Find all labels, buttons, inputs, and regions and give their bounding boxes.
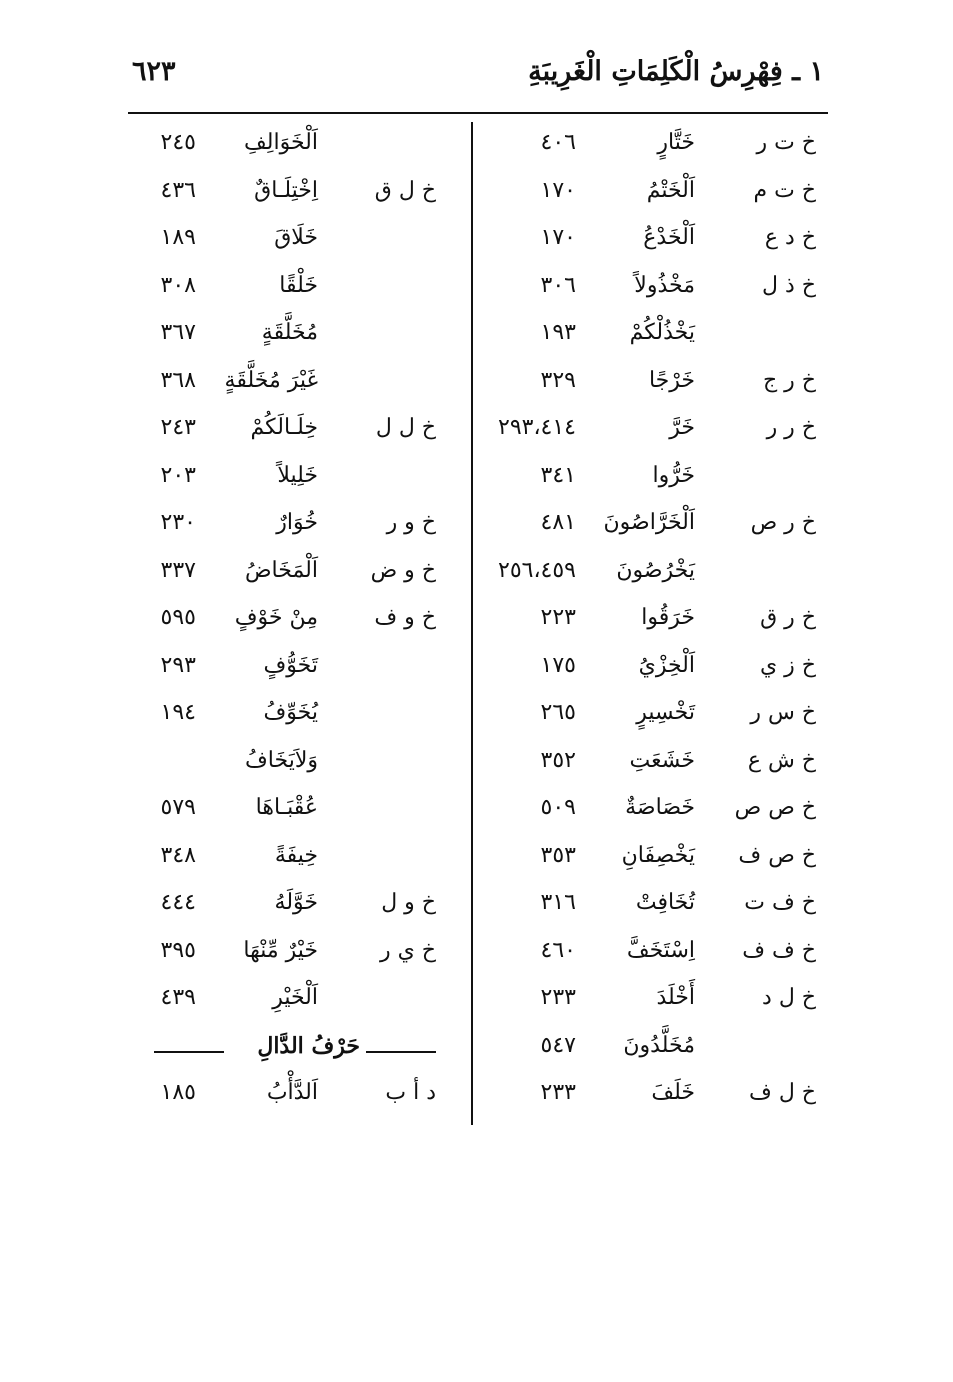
index-word: خَرْجًا xyxy=(648,367,695,393)
index-entry xyxy=(478,263,828,311)
index-entry xyxy=(128,168,466,216)
page-reference: ٣٠٨ xyxy=(160,272,196,298)
index-word: غَيْرَ مُخَلَّقَةٍ xyxy=(224,367,318,393)
index-word: تَخَوُّفٍ xyxy=(263,652,318,678)
index-entry xyxy=(128,500,466,548)
page-reference: ٤٨١ xyxy=(540,510,576,535)
index-word: خَتَّارٍ xyxy=(657,130,695,155)
root-letters: خ ت م xyxy=(753,177,816,203)
index-word: خَلِيلاً xyxy=(277,462,318,488)
root-letters: خ ل ف xyxy=(749,1080,816,1105)
section-rule xyxy=(154,1051,224,1053)
index-word: خُوَارٌ xyxy=(276,510,318,535)
index-entry xyxy=(128,310,466,358)
column-divider xyxy=(471,122,473,1125)
index-entry xyxy=(128,880,466,928)
index-entry xyxy=(478,643,828,691)
index-entry xyxy=(478,595,828,643)
root-letters: د أ ب xyxy=(385,1080,436,1105)
page-reference: ٢٤٥ xyxy=(160,130,196,155)
index-entry xyxy=(478,120,828,168)
page-reference: ٥٠٩ xyxy=(540,795,576,820)
root-letters: خ و ل xyxy=(381,890,436,915)
root-letters: خ س ر xyxy=(750,700,816,725)
index-entry xyxy=(478,975,828,1023)
index-entry xyxy=(128,548,466,596)
index-word: مُخَلَّقَةٍ xyxy=(261,320,318,345)
section-title: حَرْفُ الدَّالِ xyxy=(257,1032,360,1059)
index-word: أَخْلَدَ xyxy=(656,985,695,1010)
index-entry xyxy=(128,928,466,976)
index-word: خَلَاقَ xyxy=(274,225,318,250)
root-letters: خ ص ص xyxy=(734,795,816,820)
page-reference: ٥٤٧ xyxy=(540,1032,576,1058)
index-word: اَلْخَرَّاصُونَ xyxy=(603,510,695,535)
index-word: خَوَّلَهُ xyxy=(274,890,318,915)
page-reference: ٢٠٣ xyxy=(160,462,196,488)
index-entry xyxy=(128,1070,466,1118)
index-entry xyxy=(128,643,466,691)
index-word: خَرَّ xyxy=(669,415,695,440)
index-word: تُخَافِتْ xyxy=(635,890,695,915)
page-reference: ١٨٥ xyxy=(160,1080,196,1105)
root-letters: خ ل ل xyxy=(375,415,436,440)
index-entry xyxy=(128,263,466,311)
page-reference: ٢٩٣ xyxy=(160,652,196,678)
section-heading xyxy=(128,1023,466,1071)
index-entry xyxy=(478,880,828,928)
page-reference: ١٧٠ xyxy=(540,177,576,203)
index-entry xyxy=(478,785,828,833)
root-letters: خ ف ف xyxy=(742,937,816,963)
page-reference: ٢٩٣،٤١٤ xyxy=(498,415,576,440)
index-word: خَلْقًا xyxy=(279,272,318,298)
page-reference: ٣٥٣ xyxy=(540,842,576,868)
index-entry xyxy=(128,785,466,833)
page-reference: ١٩٤ xyxy=(160,700,196,725)
index-word: اَلْخَتْمُ xyxy=(646,177,695,203)
root-letters: خ ي ر xyxy=(379,937,436,963)
index-word: اَلْخَوَالِفِ xyxy=(244,130,318,155)
index-word: خِلَـالَكُمْ xyxy=(250,415,318,440)
index-word: يَخْذُلْكُمْ xyxy=(629,320,695,345)
index-word: خَرَقُوا xyxy=(641,605,695,630)
index-entry xyxy=(128,358,466,406)
page-reference: ١٧٠ xyxy=(540,225,576,250)
index-entry xyxy=(478,928,828,976)
page-reference: ٢٤٣ xyxy=(160,415,196,440)
root-letters: خ ر ق xyxy=(760,605,816,630)
index-entry xyxy=(478,1070,828,1118)
page-title: ١ ـ فِهْرِسُ الْكَلِمَاتِ الْغَرِيبَةِ xyxy=(528,56,824,87)
page-reference: ٤٤٤ xyxy=(160,890,196,915)
root-letters: خ ل د xyxy=(762,985,816,1010)
index-column-right xyxy=(478,120,828,1118)
index-entry xyxy=(128,975,466,1023)
page-reference: ٣٣٧ xyxy=(160,557,196,583)
index-word: خِيفَةً xyxy=(274,842,318,868)
index-entry xyxy=(128,595,466,643)
page-reference: ٥٩٥ xyxy=(160,605,196,630)
index-word: خَشَعَتِ xyxy=(629,747,695,773)
root-letters: خ ز ي xyxy=(759,652,816,678)
page-reference: ٢٥٦،٤٥٩ xyxy=(498,557,576,583)
root-letters: خ و ف xyxy=(374,605,436,630)
index-entry xyxy=(128,690,466,738)
root-letters: خ ذ ل xyxy=(762,272,816,298)
index-word: اِخْتِلَـاقٌ xyxy=(254,177,318,203)
root-letters: خ و ض xyxy=(370,557,436,583)
root-letters: خ ر ج xyxy=(762,367,816,393)
index-entry xyxy=(478,453,828,501)
root-letters: خ ص ف xyxy=(738,842,816,868)
page-reference: ٣٤٨ xyxy=(160,842,196,868)
page-reference: ٤٠٦ xyxy=(540,130,576,155)
page-header xyxy=(128,50,828,100)
root-letters: خ ش ع xyxy=(747,747,816,773)
index-word: خَيْرٌ مِّنْهَا xyxy=(243,937,318,963)
index-word: اَلْخِزْيُ xyxy=(638,652,695,678)
index-word: اَلْخَدْعُ xyxy=(643,225,695,250)
page-reference: ٢٣٣ xyxy=(540,1080,576,1105)
index-entry xyxy=(478,1023,828,1071)
root-letters: خ و ر xyxy=(386,510,436,535)
index-word: اِسْتَخَفَّ xyxy=(626,937,695,963)
index-entry xyxy=(478,833,828,881)
page-reference: ٢٦٥ xyxy=(540,700,576,725)
page-reference: ١٩٣ xyxy=(540,320,576,345)
index-word: تَخْسِيرٍ xyxy=(636,700,695,725)
index-word: يُخَوِّفُ xyxy=(263,700,318,725)
index-entry xyxy=(478,358,828,406)
page-reference: ٣٩٥ xyxy=(160,937,196,963)
index-entry xyxy=(128,215,466,263)
index-column-left xyxy=(128,120,466,1118)
index-word: مُخَلَّدُونَ xyxy=(623,1032,695,1058)
root-letters: خ ر ص xyxy=(750,510,816,535)
page-reference: ٢٣٠ xyxy=(160,510,196,535)
index-word: مِنْ خَوْفٍ xyxy=(234,605,318,630)
root-letters: خ ر ر xyxy=(766,415,816,440)
index-entry xyxy=(478,168,828,216)
index-entry xyxy=(128,120,466,168)
page-reference: ٤٣٦ xyxy=(160,177,196,203)
index-word: يَخْصِفَانِ xyxy=(621,842,695,868)
page-reference: ١٨٩ xyxy=(160,225,196,250)
index-word: اَلْمَخَاضُ xyxy=(244,557,318,583)
page-reference: ٣١٦ xyxy=(540,890,576,915)
index-entry xyxy=(478,500,828,548)
root-letters: خ ت ر xyxy=(756,130,816,155)
page-reference: ٣٦٧ xyxy=(160,320,196,345)
root-letters: خ د ع xyxy=(764,225,816,250)
page-reference: ٤٣٩ xyxy=(160,985,196,1010)
index-entry xyxy=(478,690,828,738)
index-word: خَرُّوا xyxy=(652,462,695,488)
index-entry xyxy=(478,548,828,596)
page-number: ٦٢٣ xyxy=(132,56,176,87)
page-reference: ٣٥٢ xyxy=(540,747,576,773)
index-entry xyxy=(128,405,466,453)
index-entry xyxy=(478,738,828,786)
index-word: خَلَفَ xyxy=(651,1080,695,1105)
index-entry xyxy=(478,310,828,358)
index-word: مَخْذُولاً xyxy=(634,272,695,298)
page-reference: ٣٢٩ xyxy=(540,367,576,393)
index-entry xyxy=(128,833,466,881)
page-reference: ٣٦٨ xyxy=(160,367,196,393)
index-word: وَلاَيَخَافُ xyxy=(244,747,318,773)
index-word: عُقْبَـاهَا xyxy=(255,795,318,820)
page-reference: ٤٦٠ xyxy=(540,937,576,963)
index-entry xyxy=(478,215,828,263)
section-rule xyxy=(366,1051,436,1053)
index-word: يَخْرُصُونَ xyxy=(616,557,695,583)
page-reference: ٣٠٦ xyxy=(540,272,576,298)
page-reference: ٣٤١ xyxy=(540,462,576,488)
index-word: خَصَاصَةٌ xyxy=(625,795,695,820)
index-word: اَلدَّأْبُ xyxy=(266,1080,318,1105)
page-reference: ١٧٥ xyxy=(540,652,576,678)
page-reference: ٥٧٩ xyxy=(160,795,196,820)
index-entry xyxy=(128,453,466,501)
root-letters: خ ف ت xyxy=(744,890,816,915)
root-letters: خ ل ق xyxy=(374,177,436,203)
index-entry xyxy=(128,738,466,786)
index-word: اَلْخَيْرِ xyxy=(272,985,318,1010)
page-reference: ٢٢٣ xyxy=(540,605,576,630)
header-rule xyxy=(128,112,828,114)
page-reference: ٢٣٣ xyxy=(540,985,576,1010)
index-entry xyxy=(478,405,828,453)
